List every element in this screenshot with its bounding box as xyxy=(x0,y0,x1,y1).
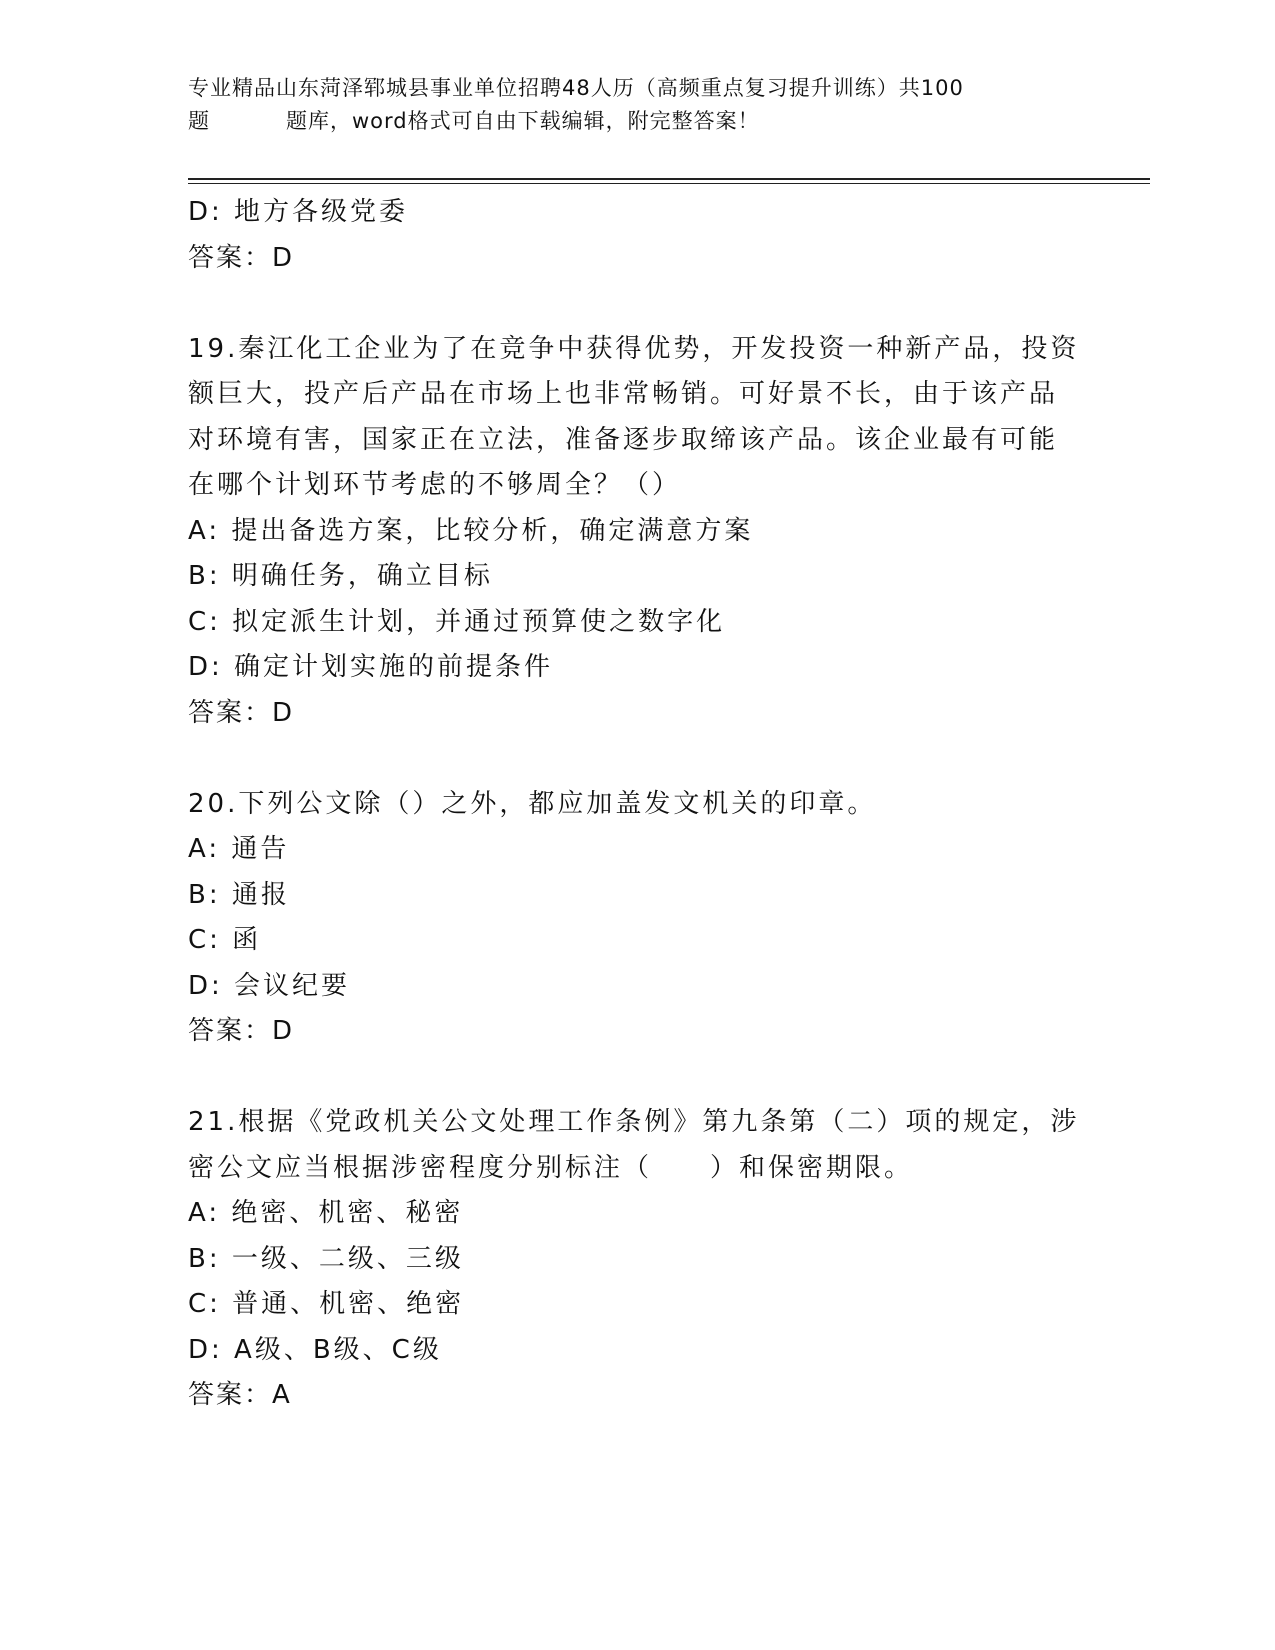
question-21-text-line-1: 21.根据《党政机关公文处理工作条例》第九条第（二）项的规定，涉 xyxy=(188,1107,1080,1137)
question-19-option-d: D: 确定计划实施的前提条件 xyxy=(188,652,554,682)
header-title-line-2-rest: 题库，word格式可自由下载编辑，附完整答案！ xyxy=(286,109,760,133)
question-19-text-line-3: 对环境有害，国家正在立法，准备逐步取缔该产品。该企业最有可能 xyxy=(188,424,1059,455)
header-divider-thin xyxy=(188,183,1150,184)
spacer xyxy=(188,281,1088,327)
question-21-answer: 答案：A xyxy=(188,1380,292,1410)
question-21-option-c: C: 普通、机密、绝密 xyxy=(188,1289,465,1319)
header-divider-thick xyxy=(188,178,1150,180)
question-19-option-c: C: 拟定派生计划，并通过预算使之数字化 xyxy=(188,606,726,637)
document-body xyxy=(188,190,1088,1419)
question-20-option-c: C: 函 xyxy=(188,925,262,955)
spacer xyxy=(188,1055,1088,1101)
prev-question-answer: 答案：D xyxy=(188,242,295,273)
header-title-line-2 xyxy=(188,105,1068,138)
question-19-text-line-4: 在哪个计划环节考虑的不够周全？（） xyxy=(188,470,682,500)
question-19-option-b: B: 明确任务，确立目标 xyxy=(188,561,493,591)
prev-question-option-d: D: 地方各级党委 xyxy=(188,197,409,227)
page-header xyxy=(188,72,1068,138)
question-21-text-line-2: 密公文应当根据涉密程度分别标注（ ）和保密期限。 xyxy=(188,1152,914,1183)
question-20-option-a: A: 通告 xyxy=(188,834,290,864)
question-19 xyxy=(188,327,1088,737)
question-19-text-line-2: 额巨大，投产后产品在市场上也非常畅销。可好景不长，由于该产品 xyxy=(188,379,1059,409)
header-title-line-2-start: 题 xyxy=(188,109,210,133)
question-21-option-b: B: 一级、二级、三级 xyxy=(188,1243,464,1274)
question-20-text: 20.下列公文除（）之外，都应加盖发文机关的印章。 xyxy=(188,788,877,819)
question-21-option-d: D: A级、B级、C级 xyxy=(188,1334,442,1365)
question-19-answer: 答案：D xyxy=(188,697,295,728)
question-19-text-line-1: 19.秦江化工企业为了在竞争中获得优势，开发投资一种新产品，投资 xyxy=(188,333,1080,364)
header-title-line-1: 专业精品山东菏泽郓城县事业单位招聘48人历（高频重点复习提升训练）共100 xyxy=(188,76,964,100)
question-21 xyxy=(188,1100,1088,1419)
question-20-answer: 答案：D xyxy=(188,1016,295,1046)
question-21-option-a: A: 绝密、机密、秘密 xyxy=(188,1198,464,1228)
question-20-option-d: D: 会议纪要 xyxy=(188,970,351,1001)
question-20 xyxy=(188,782,1088,1055)
question-19-option-a: A: 提出备选方案，比较分析，确定满意方案 xyxy=(188,515,754,546)
spacer xyxy=(188,736,1088,782)
question-20-option-b: B: 通报 xyxy=(188,879,290,910)
